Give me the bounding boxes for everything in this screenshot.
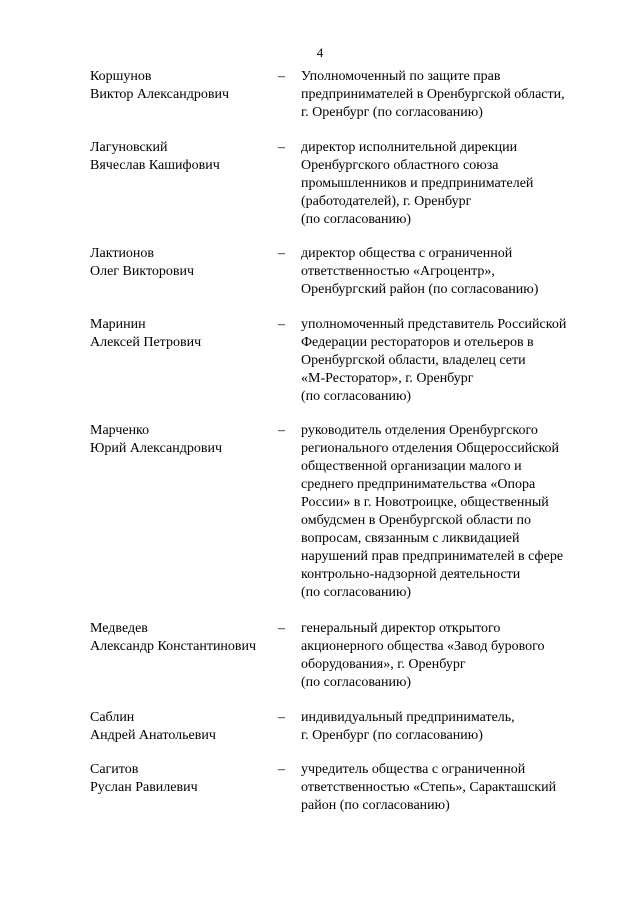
member-given-names: Андрей Анатольевич <box>90 728 216 743</box>
position-line: оборудования», г. Оренбург <box>301 657 466 672</box>
member-given-names: Юрий Александрович <box>90 441 222 456</box>
member-name <box>90 68 280 104</box>
member-surname: Маринин <box>90 317 146 332</box>
position-line: (по согласованию) <box>301 675 412 690</box>
dash-separator: – <box>278 140 285 155</box>
dash-separator: – <box>278 423 285 438</box>
member-name <box>90 620 280 656</box>
position-line: индивидуальный предприниматель, <box>301 710 515 725</box>
member-surname: Марченко <box>90 423 150 438</box>
member-given-names: Вячеслав Кашифович <box>90 158 220 173</box>
position-line: г. Оренбург (по согласованию) <box>301 105 483 120</box>
position-line: ответственностью «Агроцентр», <box>301 264 495 279</box>
member-name <box>90 761 280 797</box>
page-number: 4 <box>316 45 324 60</box>
position-line: (работодателей), г. Оренбург <box>301 194 472 209</box>
member-name <box>90 245 280 281</box>
dash-separator: – <box>278 710 285 725</box>
member-given-names: Александр Константинович <box>90 639 257 654</box>
member-surname: Сагитов <box>90 762 139 777</box>
position-line: Оренбургский район (по согласованию) <box>301 282 539 297</box>
position-line: «М-Ресторатор», г. Оренбург <box>301 371 474 386</box>
member-surname: Медведев <box>90 621 148 636</box>
member-given-names: Алексей Петрович <box>90 335 202 350</box>
position-line: предпринимателей в Оренбургской области, <box>301 87 565 102</box>
position-line: промышленников и предпринимателей <box>301 176 534 191</box>
position-line: руководитель отделения Оренбургского <box>301 423 538 438</box>
dash-separator: – <box>278 317 285 332</box>
dash-separator: – <box>278 69 285 84</box>
position-line: Федерации рестораторов и отельеров в <box>301 335 534 350</box>
position-line: уполномоченный представитель Российской <box>301 317 567 332</box>
member-position <box>301 620 601 692</box>
position-line: район (по согласованию) <box>301 798 450 813</box>
position-line: акционерного общества «Завод бурового <box>301 639 545 654</box>
position-line: нарушений прав предпринимателей в сфере <box>301 549 564 564</box>
position-line: директор исполнительной дирекции <box>301 140 518 155</box>
position-line: вопросам, связанным с ликвидацией <box>301 531 520 546</box>
position-line: Оренбургского областного союза <box>301 158 499 173</box>
member-position <box>301 422 601 602</box>
member-name <box>90 139 280 175</box>
member-given-names: Виктор Александрович <box>90 87 230 102</box>
position-line: г. Оренбург (по согласованию) <box>301 728 483 743</box>
member-position <box>301 709 601 745</box>
member-surname: Коршунов <box>90 69 152 84</box>
position-line: генеральный директор открытого <box>301 621 501 636</box>
position-line: регионального отделения Общероссийской <box>301 441 560 456</box>
dash-separator: – <box>278 246 285 261</box>
member-position <box>301 245 601 299</box>
member-given-names: Олег Викторович <box>90 264 195 279</box>
member-given-names: Руслан Равилевич <box>90 780 198 795</box>
position-line: контрольно-надзорной деятельности <box>301 567 521 582</box>
dash-separator: – <box>278 762 285 777</box>
position-line: (по согласованию) <box>301 585 412 600</box>
member-position <box>301 761 601 815</box>
dash-separator: – <box>278 621 285 636</box>
member-surname: Лагуновский <box>90 140 168 155</box>
member-position <box>301 139 601 229</box>
member-name <box>90 709 280 745</box>
position-line: (по согласованию) <box>301 212 412 227</box>
member-position <box>301 316 601 406</box>
position-line: омбудсмен в Оренбургской области по <box>301 513 532 528</box>
position-line: Уполномоченный по защите прав <box>301 69 501 84</box>
position-line: России» в г. Новотроицке, общественный <box>301 495 549 510</box>
member-name <box>90 422 280 458</box>
position-line: учредитель общества с ограниченной <box>301 762 526 777</box>
member-surname: Саблин <box>90 710 135 725</box>
position-line: Оренбургской области, владелец сети <box>301 353 526 368</box>
position-line: общественной организации малого и <box>301 459 522 474</box>
position-line: среднего предпринимательства «Опора <box>301 477 536 492</box>
position-line: ответственностью «Степь», Саракташский <box>301 780 557 795</box>
member-name <box>90 316 280 352</box>
position-line: (по согласованию) <box>301 389 412 404</box>
position-line: директор общества с ограниченной <box>301 246 513 261</box>
member-position <box>301 68 601 122</box>
member-surname: Лактионов <box>90 246 155 261</box>
